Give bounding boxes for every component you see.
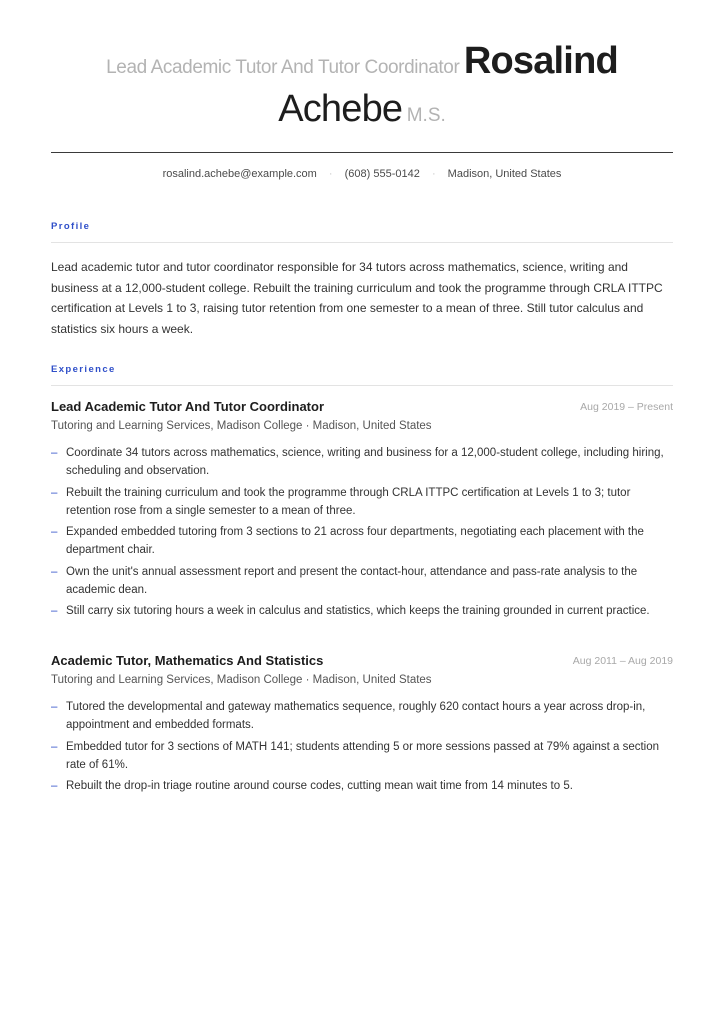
experience-divider: [51, 385, 673, 386]
credential: M.S.: [406, 105, 446, 126]
contact-email[interactable]: rosalind.achebe@example.com: [162, 168, 317, 180]
resume-header: [51, 42, 673, 128]
job-bullets: [51, 444, 673, 620]
profile-divider: [51, 242, 673, 243]
profile-heading: Profile: [51, 221, 91, 232]
bullet-item: [51, 777, 673, 795]
contact-phone[interactable]: (608) 555-0142: [344, 168, 420, 180]
contact-separator: ·: [431, 168, 436, 180]
contact-location: Madison, United States: [447, 168, 562, 180]
job-header: [51, 399, 673, 417]
profile-summary: Lead academic tutor and tutor coordinator responsible for 34 tutors across mathematics, science, writing and business at a 12,000-student college. Rebuilt the training curriculum and took the programme through CRLA ITTPC certification at Levels 1 to 3, raising tutor retention from one semester to a mean of three. Still tutor calculus and statistics six hours a week.: [51, 260, 663, 337]
job-organization: Tutoring and Learning Services, Madison College · Madison, United States: [51, 674, 432, 686]
bullet-item: [51, 523, 673, 559]
bullet-marker: –: [51, 486, 58, 499]
job-entry: [51, 653, 673, 799]
job-dates: Aug 2019 – Present: [580, 401, 673, 413]
bullet-item: [51, 484, 673, 520]
bullet-marker: –: [51, 565, 58, 578]
job-entry: [51, 399, 673, 624]
job-title: Lead Academic Tutor And Tutor Coordinator: [51, 399, 324, 414]
bullet-marker: –: [51, 740, 58, 753]
bullet-marker: –: [51, 701, 58, 713]
bullet-item: [51, 602, 673, 620]
bullet-text: Tutored the developmental and gateway mathematics sequence, roughly 620 contact hours a year across drop-in, appointment and embedded formats.: [66, 701, 646, 731]
bullet-text: Embedded tutor for 3 sections of MATH 141; students attending 5 or more sessions passed at 79% against a section rate of 61%.: [66, 740, 660, 771]
bullet-text: Rebuilt the training curriculum and took the programme through CRLA ITTPC certification at Levels 1 to 3; tutor retention rose from a single semester to a mean of three.: [66, 486, 631, 517]
header-line-2: [51, 90, 673, 128]
first-name: Rosalind: [463, 40, 618, 82]
job-subtitle: Lead Academic Tutor And Tutor Coordinator: [106, 57, 460, 78]
bullet-text: Coordinate 34 tutors across mathematics, science, writing and business for a 12,000-student college, including hiring, scheduling and observation.: [66, 447, 664, 477]
job-organization: Tutoring and Learning Services, Madison College · Madison, United States: [51, 420, 432, 432]
experience-heading: Experience: [51, 364, 116, 375]
job-dates: Aug 2011 – Aug 2019: [572, 655, 673, 667]
bullet-text: Still carry six tutoring hours a week in calculus and statistics, which keeps the training grounded in current practice.: [66, 605, 650, 617]
job-header: [51, 653, 673, 671]
bullet-item: [51, 563, 673, 599]
last-name: Achebe: [278, 88, 403, 130]
job-bullets: [51, 698, 673, 795]
bullet-text: Own the unit's annual assessment report and present the contact-hour, attendance and pass-rate analysis to the academic dean.: [66, 565, 638, 596]
bullet-marker: –: [51, 447, 58, 459]
bullet-text: Expanded embedded tutoring from 3 sections to 21 across four departments, negotiating each placement with the department chair.: [66, 526, 644, 556]
bullet-marker: –: [51, 605, 58, 617]
bullet-item: [51, 738, 673, 774]
bullet-marker: –: [51, 780, 58, 792]
header-line-1: [51, 42, 673, 94]
bullet-item: [51, 698, 673, 734]
job-title: Academic Tutor, Mathematics And Statistics: [51, 653, 324, 668]
header-divider: [51, 152, 673, 153]
contact-separator: ·: [328, 168, 333, 180]
bullet-item: [51, 444, 673, 480]
contact-line: [51, 168, 673, 180]
bullet-text: Rebuilt the drop-in triage routine around course codes, cutting mean wait time from 14 minutes to 5.: [66, 780, 573, 792]
bullet-marker: –: [51, 526, 58, 538]
